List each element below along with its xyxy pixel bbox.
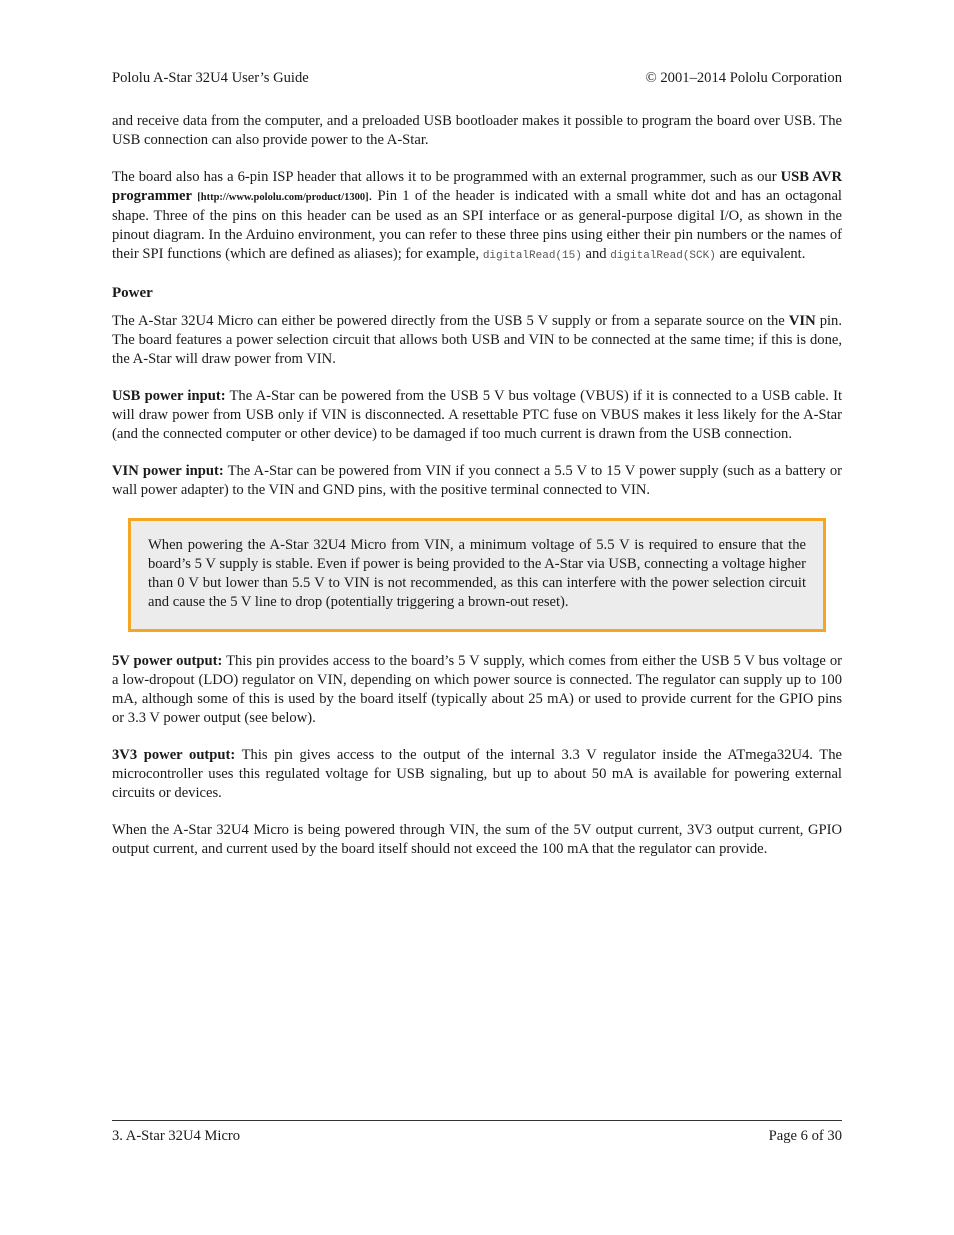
text-span: This pin provides access to the board’s 5 V supply, which comes from either the USB 5 V bus voltage or a low-dropout (LDO) regulator on VIN, depending on which power source is connected. The regulator can supply up to 100 mA, although some of this is used by the board itself (typically about 25 mA) or used to provide current for the GPIO pins or 3.3 V power output (see below). [112, 653, 842, 726]
footer-section: 3. A-Star 32U4 Micro [112, 1128, 241, 1144]
paragraph-current-limit: When the A-Star 32U4 Micro is being powered through VIN, the sum of the 5V output current, 3V3 output current, GPIO output current, and current used by the board itself should not exceed the 100 mA that the regulator can provide. [112, 822, 842, 857]
text-span: The A-Star can be powered from the USB 5 V bus voltage (VBUS) if it is connected to a USB cable. It will draw power from USB only if VIN is disconnected. A resettable PTC fuse on VBUS makes it less likely for the A-Star (and the connected computer or other device) to be damaged if too much current is drawn from the USB connection. [112, 388, 843, 442]
header-copyright: © 2001–2014 Pololu Corporation [645, 70, 842, 86]
paragraph-5v-output [112, 652, 842, 728]
paragraph-3v3-output [112, 746, 842, 803]
paragraph-power-intro [112, 312, 842, 369]
vin-bold: VIN [788, 313, 816, 329]
vin-power-label: VIN power input: [112, 463, 224, 479]
page-footer [112, 1120, 842, 1145]
warning-note-box [128, 518, 826, 632]
product-url[interactable]: [http://www.pololu.com/product/1300] [197, 192, 369, 203]
paragraph-vin-power [112, 462, 842, 500]
header-title: Pololu A-Star 32U4 User’s Guide [112, 70, 309, 86]
text-span: The A-Star can be powered from VIN if you connect a 5.5 V to 15 V power supply (such as a battery or wall power adapter) to the VIN and GND pins, with the positive terminal connected to VIN. [112, 463, 843, 498]
page-content [112, 112, 842, 877]
footer-page-number: Page 6 of 30 [768, 1128, 842, 1144]
paragraph-usb-power [112, 387, 842, 444]
5v-output-label: 5V power output: [112, 653, 223, 669]
page-header [112, 70, 842, 90]
text-span: The board also has a 6-pin ISP header that allows it to be programmed with an external programmer, such as our [112, 169, 781, 185]
3v3-output-label: 3V3 power output: [112, 747, 236, 763]
text-span: are equivalent. [715, 246, 806, 262]
code-digitalread-sck: digitalRead(SCK) [610, 250, 716, 262]
usb-power-label: USB power input: [112, 388, 226, 404]
text-span: The A-Star 32U4 Micro can either be powered directly from the USB 5 V supply or from a separate source on the [112, 313, 789, 329]
warning-note-text: When powering the A-Star 32U4 Micro from VIN, a minimum voltage of 5.5 V is required to ensure that the board’s 5 V supply is stable. Even if power is being provided to the A-Star via USB, connecting a voltage higher than 0 V but lower than 5.5 V to VIN is not recommended, as this can interfere with the power selection circuit and cause the 5 V line to drop (potentially triggering a brown-out reset). [148, 537, 806, 610]
text-span: This pin gives access to the output of the internal 3.3 V regulator inside the ATmega32U4. The microcontroller uses this regulated voltage for USB signaling, but up to about 50 mA is available for powering external circuits or devices. [112, 747, 842, 801]
paragraph-isp-header [112, 168, 842, 266]
text-span: . Pin 1 of the header is indicated with a small white dot and has an octagonal shape. Three of the pins on this header can be used as an SPI interface or as general-purpose digital I/O, as shown in the pinout diagram. In the Arduino environment, you can refer to these three pins using either their pin numbers or the names of their SPI functions (which are defined as aliases); for example, [112, 188, 842, 262]
power-heading: Power [112, 285, 153, 301]
code-digitalread-15: digitalRead(15) [482, 250, 582, 262]
text-span: pin. The board features a power selection circuit that allows both USB and VIN to be connected at the same time; if this is done, the A-Star will draw power from VIN. [112, 313, 843, 367]
paragraph-usb-intro: and receive data from the computer, and a preloaded USB bootloader makes it possible to program the board over USB. The USB connection can also provide power to the A-Star. [112, 113, 842, 148]
text-span: and [581, 246, 611, 262]
usb-avr-programmer-link[interactable]: USB AVR programmer [112, 169, 842, 204]
